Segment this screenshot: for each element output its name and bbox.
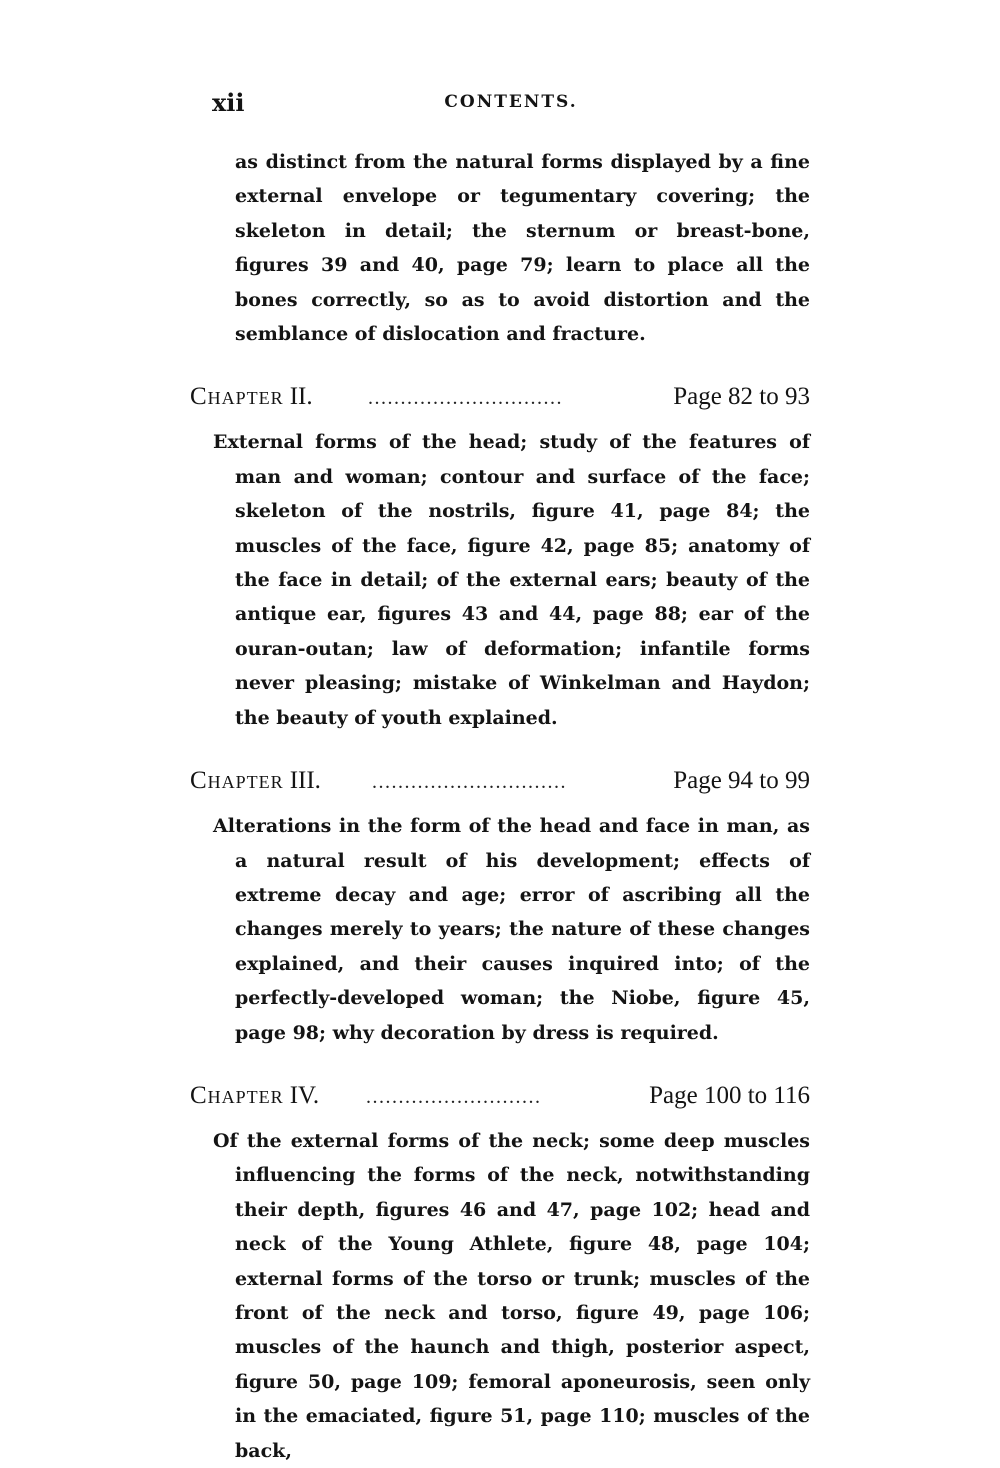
page-number: xii bbox=[212, 88, 245, 117]
chapter-label: Chapter III. bbox=[190, 767, 321, 795]
leader-dots: .............................. bbox=[372, 771, 567, 794]
running-head bbox=[212, 88, 810, 122]
page-range: Page 94 to 99 bbox=[673, 767, 810, 795]
chapter-heading-2 bbox=[190, 361, 810, 425]
chapter-heading-4 bbox=[190, 1060, 810, 1124]
leader-dots: .............................. bbox=[368, 387, 563, 410]
contents-body bbox=[190, 145, 810, 1468]
page-range: Page 100 to 116 bbox=[649, 1081, 810, 1109]
running-title: CONTENTS. bbox=[444, 92, 578, 112]
page-range: Page 82 to 93 bbox=[673, 383, 810, 411]
chapter-label: Chapter II. bbox=[190, 383, 313, 411]
chapter-label: Chapter IV. bbox=[190, 1081, 320, 1109]
chapter-summary: External forms of the head; study of the features of man and woman; contour and surface of the face; skeleton of the nostrils, figure 41, page 84; the muscles of the face, figure 42, page 85; anatomy of the face in detail; of the external ears; beauty of the antique ear, figures 43 and 44, page 88; ear of the ouran-outan; law of deformation; infantile forms never pleasing; mistake of Winkelman and Haydon; the beauty of youth explained. bbox=[213, 431, 810, 729]
chapter-summary: Alterations in the form of the head and face in man, as a natural result of his development; effects of extreme decay and age; error of ascribing all the changes merely to years; the nature of these changes explained, and their causes inquired into; of the perfectly-developed woman; the Niobe, figure 45, page 98; why decoration by dress is required. bbox=[213, 815, 810, 1044]
intro-paragraph: as distinct from the natural forms displayed by a fine external envelope or tegumentary covering; the skeleton in detail; the sternum or breast-bone, figures 39 and 40, page 79; learn to place all the bones correctly, so as to avoid distortion and the semblance of dislocation and fracture. bbox=[235, 151, 810, 346]
leader-dots: ........................... bbox=[366, 1085, 542, 1108]
chapter-summary: Of the external forms of the neck; some deep muscles influencing the forms of the neck, notwithstanding their depth, figures 46 and 47, page 102; head and neck of the Young Athlete, figure 48, page 104; external forms of the torso or trunk; muscles of the front of the neck and torso, figure 49, page 106; muscles of the haunch and thigh, posterior aspect, figure 50, page 109; femoral aponeurosis, seen only in the emaciated, figure 51, page 110; muscles of the back, bbox=[213, 1129, 810, 1462]
chapter-heading-3 bbox=[190, 745, 810, 809]
